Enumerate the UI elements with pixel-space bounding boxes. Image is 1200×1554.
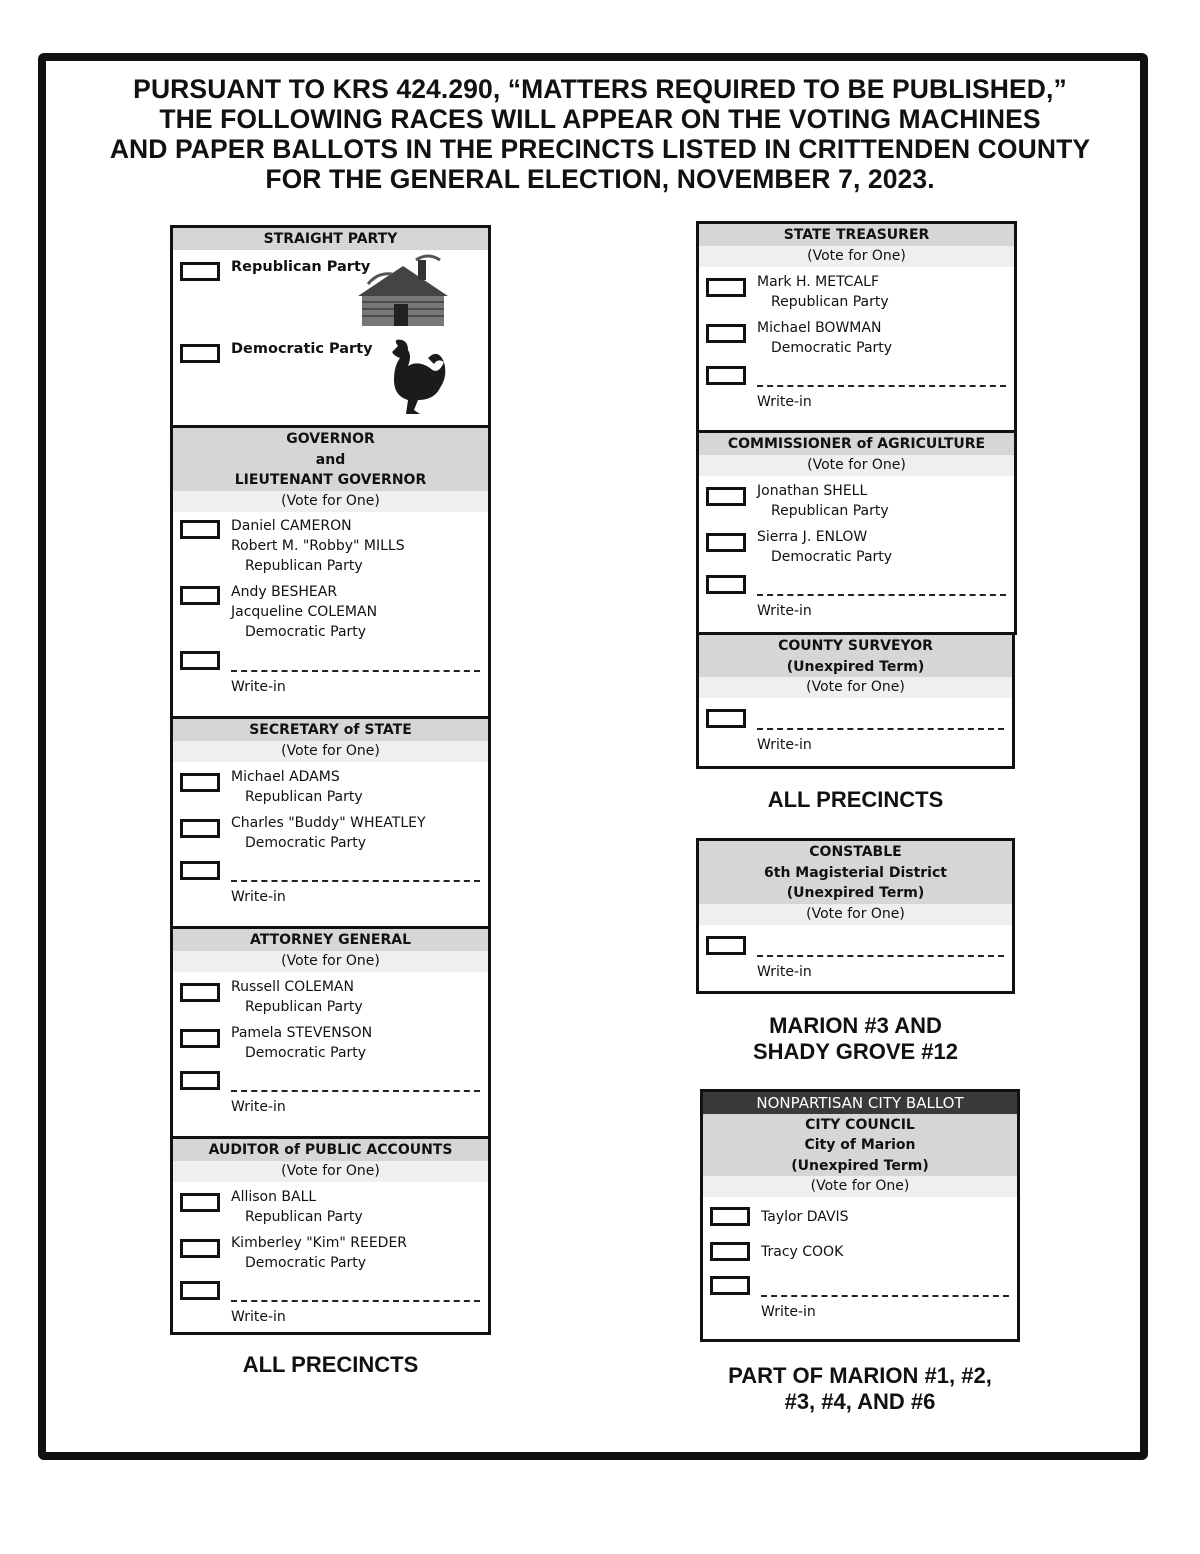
race-title-line: (Unexpired Term)	[786, 885, 925, 901]
choice-democratic-party[interactable]	[173, 332, 488, 424]
vote-checkbox[interactable]	[180, 861, 220, 880]
right-ballot-surveyor	[696, 632, 1015, 769]
write-in-line[interactable]	[757, 728, 1004, 730]
race-governor	[173, 425, 488, 716]
legal-notice-heading	[60, 74, 1140, 194]
candidate-party: Republican Party	[245, 998, 363, 1015]
candidate-party: Republican Party	[245, 557, 363, 574]
write-in-row[interactable]	[173, 1068, 488, 1128]
vote-checkbox[interactable]	[706, 366, 746, 385]
candidate-name: Sierra J. ENLOW	[757, 528, 868, 545]
candidate-name: Daniel CAMERON	[231, 517, 352, 534]
write-in-row[interactable]	[699, 363, 1014, 423]
candidate-party: Democratic Party	[771, 548, 893, 565]
candidate-name: Kimberley "Kim" REEDER	[231, 1234, 408, 1251]
candidate-party: Republican Party	[771, 293, 889, 310]
candidate-party: Republican Party	[771, 502, 889, 519]
candidate-name: Pamela STEVENSON	[231, 1024, 373, 1041]
candidate-name: Jonathan SHELL	[757, 482, 868, 499]
candidate-party: Democratic Party	[245, 623, 367, 640]
candidate-name: Robert M. "Robby" MILLS	[231, 537, 405, 554]
race-title: AUDITOR of PUBLIC ACCOUNTS	[173, 1139, 488, 1161]
candidate-metcalf[interactable]	[699, 271, 1014, 317]
left-precinct-caption: ALL PRECINCTS	[242, 1352, 419, 1377]
candidate-adams[interactable]	[173, 766, 488, 812]
vote-checkbox[interactable]	[706, 575, 746, 594]
vote-instruction: (Vote for One)	[173, 741, 488, 762]
candidate-party: Democratic Party	[245, 834, 367, 851]
race-title: STRAIGHT PARTY	[173, 228, 488, 250]
race-city-council	[703, 1114, 1017, 1334]
candidate-wheatley[interactable]	[173, 812, 488, 858]
write-in-line[interactable]	[757, 385, 1006, 387]
vote-checkbox[interactable]	[180, 773, 220, 792]
candidate-enlow[interactable]	[699, 526, 1014, 572]
race-title	[173, 428, 488, 491]
write-in-line[interactable]	[757, 594, 1006, 596]
race-title: STATE TREASURER	[699, 224, 1014, 246]
write-in-label: Write-in	[757, 737, 812, 753]
write-in-label: Write-in	[761, 1304, 816, 1320]
heading-line-4: FOR THE GENERAL ELECTION, NOVEMBER 7, 2023.	[265, 164, 935, 194]
race-title-line: CONSTABLE	[809, 844, 902, 860]
vote-checkbox[interactable]	[180, 520, 220, 539]
candidate-name: Charles "Buddy" WHEATLEY	[231, 814, 426, 831]
choice-republican-party[interactable]	[173, 250, 488, 332]
race-title-line: and	[315, 451, 346, 468]
vote-instruction: (Vote for One)	[699, 677, 1012, 698]
write-in-line[interactable]	[761, 1295, 1009, 1297]
race-commissioner-of-agriculture	[699, 430, 1014, 633]
left-ballot	[170, 225, 491, 1335]
candidate-beshear-coleman[interactable]	[173, 582, 488, 648]
race-title: COMMISSIONER of AGRICULTURE	[699, 433, 1014, 455]
race-title-line: COUNTY SURVEYOR	[778, 638, 933, 654]
vote-instruction: (Vote for One)	[173, 491, 488, 512]
vote-instruction: (Vote for One)	[703, 1176, 1017, 1197]
vote-instruction: (Vote for One)	[699, 455, 1014, 476]
candidate-party: Democratic Party	[245, 1254, 367, 1271]
candidate-party: Republican Party	[245, 1208, 363, 1225]
vote-checkbox[interactable]	[180, 1281, 220, 1300]
write-in-line[interactable]	[231, 670, 480, 672]
candidate-party: Democratic Party	[771, 339, 893, 356]
candidate-russell-coleman[interactable]	[173, 976, 488, 1022]
candidate-reeder[interactable]	[173, 1232, 488, 1278]
write-in-row[interactable]	[173, 858, 488, 918]
caption-line: SHADY GROVE #12	[752, 1039, 958, 1064]
race-constable	[699, 841, 1012, 993]
race-title-line: CITY COUNCIL	[805, 1116, 915, 1133]
nonpartisan-banner: NONPARTISAN CITY BALLOT	[703, 1092, 1017, 1114]
right-ballot-state	[696, 221, 1017, 635]
caption-line: MARION #3 AND	[769, 1013, 942, 1038]
rooster-icon	[368, 338, 448, 416]
candidate-cook[interactable]	[703, 1238, 1017, 1273]
candidate-name: Andy BESHEAR	[231, 583, 338, 600]
write-in-label: Write-in	[231, 1098, 286, 1115]
heading-line-2: THE FOLLOWING RACES WILL APPEAR ON THE VOTING MACHINES	[159, 104, 1041, 134]
vote-checkbox[interactable]	[706, 324, 746, 343]
vote-checkbox[interactable]	[706, 533, 746, 552]
vote-checkbox[interactable]	[180, 1071, 220, 1090]
right-precinct-caption-3	[690, 1363, 1030, 1415]
race-title-line: LIEUTENANT GOVERNOR	[234, 472, 427, 488]
right-precinct-caption-2	[696, 1013, 1015, 1065]
race-title-line: (Unexpired Term)	[786, 658, 925, 675]
race-state-treasurer	[699, 224, 1014, 430]
candidate-ball[interactable]	[173, 1186, 488, 1232]
write-in-line[interactable]	[231, 1300, 480, 1302]
candidate-davis[interactable]	[703, 1203, 1017, 1238]
right-precinct-caption-1: ALL PRECINCTS	[767, 787, 944, 812]
right-ballot-constable	[696, 838, 1015, 994]
write-in-line[interactable]	[757, 955, 1004, 957]
candidate-name: Michael ADAMS	[231, 768, 340, 785]
candidate-stevenson[interactable]	[173, 1022, 488, 1068]
caption-line: PART OF MARION #1, #2,	[728, 1363, 992, 1388]
vote-checkbox[interactable]	[706, 487, 746, 506]
write-in-label: Write-in	[231, 888, 286, 905]
race-secretary-of-state	[173, 716, 488, 926]
race-title: SECRETARY of STATE	[173, 719, 488, 741]
race-title-line: City of Marion	[804, 1137, 916, 1153]
race-straight-party	[173, 228, 488, 425]
race-attorney-general	[173, 926, 488, 1136]
log-cabin-icon	[358, 254, 448, 329]
vote-checkbox[interactable]	[180, 819, 220, 838]
write-in-label: Write-in	[757, 963, 812, 980]
write-in-row[interactable]	[699, 706, 1012, 766]
write-in-label: Write-in	[757, 393, 812, 410]
candidate-name: Mark H. METCALF	[757, 273, 880, 290]
candidate-bowman[interactable]	[699, 317, 1014, 363]
write-in-label: Write-in	[231, 1308, 286, 1325]
race-title-line: (Unexpired Term)	[791, 1157, 929, 1174]
candidate-party: Republican Party	[245, 788, 363, 805]
vote-instruction: (Vote for One)	[173, 1161, 488, 1182]
race-title-line: GOVERNOR	[286, 431, 375, 447]
write-in-row[interactable]	[173, 648, 488, 708]
race-county-surveyor	[699, 635, 1012, 766]
vote-checkbox[interactable]	[180, 1239, 220, 1258]
vote-checkbox[interactable]	[180, 1193, 220, 1212]
vote-checkbox[interactable]	[180, 651, 220, 670]
vote-instruction: (Vote for One)	[699, 904, 1012, 925]
vote-checkbox[interactable]	[180, 586, 220, 605]
heading-line-1: PURSUANT TO KRS 424.290, “MATTERS REQUIRED TO BE PUBLISHED,”	[133, 74, 1067, 104]
race-title	[699, 841, 1012, 904]
write-in-row[interactable]	[703, 1273, 1017, 1333]
write-in-row[interactable]	[173, 1278, 488, 1338]
vote-checkbox[interactable]	[706, 936, 746, 955]
vote-checkbox[interactable]	[180, 983, 220, 1002]
vote-checkbox[interactable]	[180, 262, 220, 281]
vote-checkbox[interactable]	[710, 1207, 750, 1226]
race-title	[699, 635, 1012, 677]
candidate-name: Taylor DAVIS	[761, 1209, 849, 1225]
candidate-name: Jacqueline COLEMAN	[231, 603, 378, 620]
caption-line: #3, #4, AND #6	[784, 1389, 936, 1414]
write-in-label: Write-in	[231, 678, 286, 695]
candidate-cameron-mills[interactable]	[173, 516, 488, 582]
write-in-line[interactable]	[231, 880, 480, 882]
write-in-line[interactable]	[231, 1090, 480, 1092]
write-in-row[interactable]	[699, 933, 1012, 993]
vote-instruction: (Vote for One)	[699, 246, 1014, 267]
vote-checkbox[interactable]	[180, 344, 220, 363]
vote-instruction: (Vote for One)	[173, 951, 488, 972]
write-in-row[interactable]	[699, 572, 1014, 632]
right-ballot-city	[700, 1089, 1020, 1342]
party-label: Democratic Party	[231, 340, 373, 357]
candidate-shell[interactable]	[699, 480, 1014, 526]
candidate-name: Russell COLEMAN	[231, 978, 354, 995]
race-auditor	[173, 1136, 488, 1344]
party-label: Republican Party	[231, 258, 371, 275]
race-title: ATTORNEY GENERAL	[173, 929, 488, 951]
race-title	[703, 1114, 1017, 1177]
candidate-name: Tracy COOK	[761, 1244, 844, 1260]
vote-checkbox[interactable]	[706, 709, 746, 728]
vote-checkbox[interactable]	[710, 1276, 750, 1295]
vote-checkbox[interactable]	[710, 1242, 750, 1261]
candidate-party: Democratic Party	[245, 1044, 367, 1061]
vote-checkbox[interactable]	[180, 1029, 220, 1048]
race-title-line: 6th Magisterial District	[764, 864, 947, 881]
candidate-name: Michael BOWMAN	[757, 319, 882, 336]
vote-checkbox[interactable]	[706, 278, 746, 297]
candidate-name: Allison BALL	[231, 1188, 317, 1205]
write-in-label: Write-in	[757, 602, 812, 619]
heading-line-3: AND PAPER BALLOTS IN THE PRECINCTS LISTED IN CRITTENDEN COUNTY	[109, 134, 1091, 164]
